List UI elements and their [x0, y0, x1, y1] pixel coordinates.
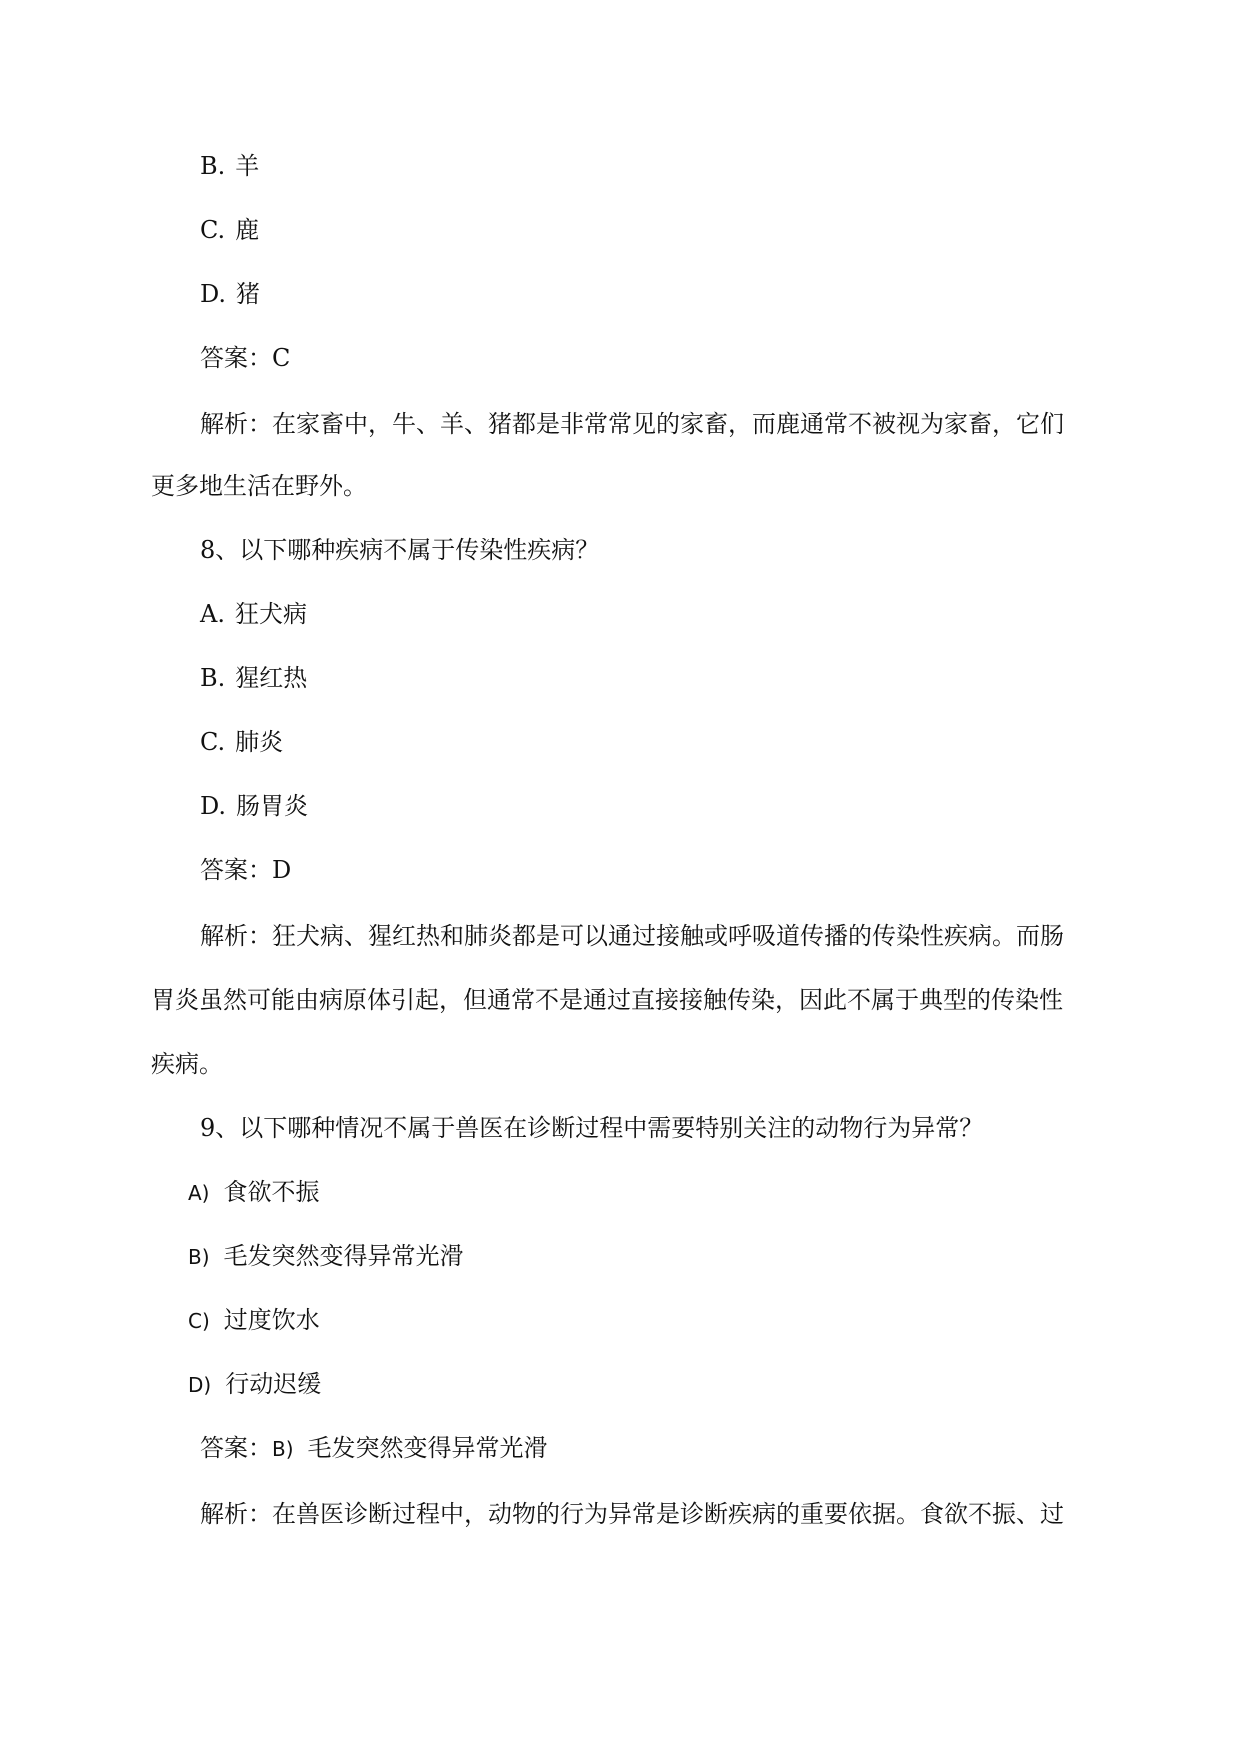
q9-explanation-line: 解析：在兽医诊断过程中，动物的行为异常是诊断疾病的重要依据。食欲不振、过: [200, 1500, 1064, 1528]
q9-option-d: [188, 1368, 321, 1401]
option-text: 鹿: [235, 216, 260, 244]
option-text: 猪: [236, 280, 261, 308]
option-text: 食欲不振: [223, 1178, 320, 1206]
question-9-title: 9、以下哪种情况不属于兽医在诊断过程中需要特别关注的动物行为异常？: [200, 1114, 984, 1142]
q9-option-c: [188, 1304, 320, 1337]
option-text: 羊: [235, 152, 260, 180]
q8-option-c: [200, 726, 283, 758]
q8-option-d: [200, 790, 308, 822]
q9-answer: [200, 1432, 548, 1465]
option-letter: D.: [200, 280, 227, 308]
option-b: [200, 150, 259, 182]
option-text: 肺炎: [235, 728, 284, 756]
answer-prefix: 答案：: [200, 1434, 272, 1462]
option-letter: B.: [200, 664, 226, 692]
q8-explanation-line: 胃炎虽然可能由病原体引起，但通常不是通过直接接触传染，因此不属于典型的传染性: [151, 986, 1063, 1014]
option-letter: D.: [200, 792, 227, 820]
option-letter: C.: [200, 216, 226, 244]
option-text: 狂犬病: [234, 600, 307, 628]
option-letter: C): [188, 1309, 210, 1333]
option-letter: D): [188, 1373, 212, 1397]
option-letter: B): [188, 1245, 210, 1269]
explanation-line: 解析：在家畜中，牛、羊、猪都是非常常见的家畜，而鹿通常不被视为家畜，它们: [200, 410, 1064, 438]
q9-option-b: [188, 1240, 464, 1273]
option-text: 猩红热: [235, 664, 308, 692]
option-text: 行动迟缓: [225, 1370, 322, 1398]
answer-text: 毛发突然变得异常光滑: [307, 1434, 548, 1462]
option-letter: C.: [200, 728, 226, 756]
option-d: [200, 278, 260, 310]
q8-option-b: [200, 662, 307, 694]
q8-answer: 答案：D: [200, 856, 292, 884]
explanation-line: 更多地生活在野外。: [151, 472, 367, 500]
q8-explanation-line: 疾病。: [151, 1050, 223, 1078]
option-text: 毛发突然变得异常光滑: [223, 1242, 464, 1270]
q8-explanation-line: 解析：狂犬病、猩红热和肺炎都是可以通过接触或呼吸道传播的传染性疾病。而肠: [200, 922, 1064, 950]
q8-option-a: [200, 598, 307, 630]
option-letter: B.: [200, 152, 226, 180]
option-text: 肠胃炎: [236, 792, 309, 820]
option-text: 过度饮水: [223, 1306, 320, 1334]
q9-option-a: [188, 1176, 319, 1209]
option-c: [200, 214, 259, 246]
question-8-title: 8、以下哪种疾病不属于传染性疾病？: [200, 536, 600, 564]
answer-line: 答案：C: [200, 344, 291, 372]
answer-letter: B): [272, 1437, 294, 1461]
option-letter: A): [188, 1181, 210, 1205]
option-letter: A.: [200, 600, 225, 628]
